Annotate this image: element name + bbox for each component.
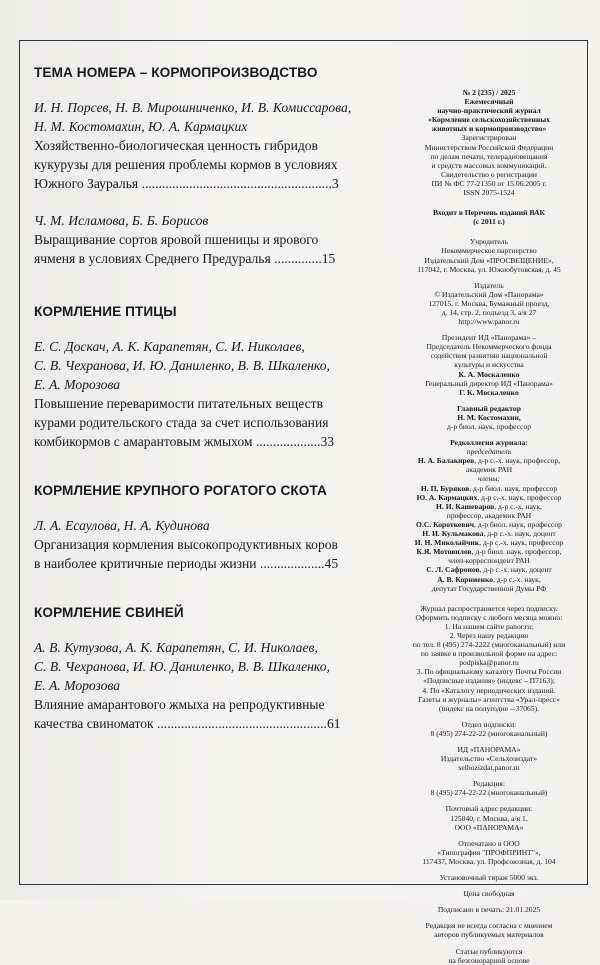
entry-title: кукурузы для решения проблемы кормов в условиях <box>34 157 338 172</box>
section-title: КОРМЛЕНИЕ КРУПНОГО РОГАТОГО СКОТА <box>34 483 327 498</box>
president: культуры и искусства <box>454 360 524 370</box>
chief-editor-label: Главный редактор <box>457 403 521 413</box>
board-member-degree: , д-р биол. наук, профессор <box>469 483 558 493</box>
disclaimer: авторов публикуемых материалов <box>434 930 544 940</box>
publisher: © Издательский Дом «Панорама» <box>434 289 544 299</box>
disclaimer: на безгонорарной основе <box>448 955 530 965</box>
president: Президент ИД «Панорама» – <box>441 333 537 343</box>
toc-entry[interactable] <box>34 337 389 451</box>
subscription-dept: 8 (495) 274-22-22 (многоканальный) <box>430 728 548 738</box>
editorial: 8 (495) 274-22-22 (многоканальный) <box>430 788 548 798</box>
subscription: Журнал распространяется через подписку. <box>420 603 558 613</box>
founder-label: Учредитель <box>469 237 509 247</box>
toc-entry[interactable] <box>34 638 389 733</box>
general-director-name: Г. К. Москаленко <box>459 387 519 397</box>
founder: Некоммерческое партнерство <box>441 246 537 256</box>
board-member-name: С. Л. Сафронов <box>426 565 480 575</box>
entry-authors: С. В. Чехранова, И. Ю. Даниленко, В. В. Шкаленко, <box>34 659 330 674</box>
members-label: члены: <box>478 474 500 484</box>
board-member-name: Н. И. Кульмакова <box>422 529 484 539</box>
registration: Зарегистрирован <box>461 133 517 143</box>
imprint-column <box>399 88 579 965</box>
journal-name: животных и кормопроизводство» <box>431 124 547 134</box>
entry-title: Повышение переваримости питательных веществ <box>34 396 324 411</box>
entry-authors: Н. М. Костомахин, Ю. А. Кармацких <box>34 119 248 134</box>
subscription: 4. По «Каталогу периодических изданий. <box>422 685 556 695</box>
entry-title: в наиболее критичные периоды жизни ...................45 <box>34 556 339 571</box>
board-member-degree: , д-р с.-х. наук, <box>494 501 542 511</box>
board-member <box>399 556 579 565</box>
journal-name: «Кормление сельскохозяйственных <box>428 115 550 125</box>
periodicity: Ежемесячный <box>464 97 514 107</box>
board-member <box>399 520 579 529</box>
entry-authors: И. Н. Порсев, Н. В. Мирошниченко, И. В. Комиссарова, <box>34 100 352 115</box>
subscription-dept: Отдел подписки: <box>461 719 517 729</box>
subscription-email: podpiska@panor.ru <box>459 658 519 668</box>
entry-authors: А. В. Кутузова, А. К. Карапетян, С. И. Николаев, <box>34 640 318 655</box>
printer: Отпечатано в ООО <box>458 838 520 848</box>
board-member-degree: профессор, академик РАН <box>446 510 532 520</box>
print-run: Установочный тираж 5000 экз. <box>439 873 539 883</box>
chair-name: Н. А. Балакирев <box>417 456 475 466</box>
chair-degree: академик РАН <box>465 465 513 475</box>
publisher-label: Издатель <box>474 280 504 290</box>
entry-title: качества свиноматок ..................................................61 <box>34 716 341 731</box>
board-member-degree: член-корреспондент РАН <box>448 556 530 566</box>
founder: 117042, г. Москва, ул. Южнобутовская, д. 45 <box>417 264 561 274</box>
board-member-name: О.С. Короткевич <box>416 519 475 529</box>
subscription: Газеты и журналы» агентства «Урал-пресс» <box>418 694 560 704</box>
board-member-degree: , д-р с.-х. наук, доцент <box>483 529 556 539</box>
registration: и средств массовых коммуникаций. <box>431 160 547 170</box>
toc-section <box>34 304 389 451</box>
entry-title: Хозяйственно-биологическая ценность гибридов <box>34 138 318 153</box>
board-member-degree: , д-р с.-х. наук, профессор <box>477 492 562 502</box>
subscription: 1. На нашем сайте panor.ru; <box>444 621 534 631</box>
registration: ПИ № ФС 77-21350 от 15.06.2005 г. <box>431 178 547 188</box>
subscription: по заявке в произвольной форме на адрес: <box>420 649 558 659</box>
board-member-degree: , д-р биол. наук, профессор <box>474 519 562 529</box>
entry-title: Южного Зауралья ........................................................3 <box>34 176 339 191</box>
board-member <box>399 547 579 556</box>
board-member <box>399 493 579 502</box>
vak-note: (с 2011 г.) <box>473 217 505 227</box>
editorial: Редакция: <box>472 779 506 789</box>
board-member-degree: , д-р с.-х. наук, доцент <box>479 565 552 575</box>
subscription: Оформить подписку с любого месяца можно: <box>415 612 563 622</box>
entry-title: комбикормов с амарантовым жмыхом ...................33 <box>34 434 335 449</box>
entry-authors: Л. А. Есаулова, Н. А. Кудинова <box>34 518 210 533</box>
publisher-url: http://www.panor.ru <box>458 317 520 327</box>
subscription: «Подписные издания» (индекс – П7163); <box>423 676 555 686</box>
entry-authors: Ч. М. Исламова, Б. Б. Борисов <box>34 213 209 228</box>
chief-editor-name: Н. М. Костомахин, <box>457 412 521 422</box>
publisher: 127015, г. Москва, Бумажный проезд, <box>428 298 550 308</box>
korinenko-degree: , д-р с.-х. наук, <box>493 574 541 584</box>
korinenko-name: А. В. Корниенко <box>437 574 494 584</box>
toc-entry[interactable] <box>34 516 389 573</box>
id-panorama: ИД «ПАНОРАМА» <box>457 745 521 754</box>
subscription: по тел. 8 (495) 274-2222 (многоканальный) или <box>412 640 566 650</box>
korinenko-line <box>399 575 579 584</box>
issue-number: № 2 (235) / 2025 <box>462 88 516 97</box>
board-member <box>399 529 579 538</box>
table-of-contents <box>34 65 389 733</box>
chair-label: председатель <box>466 447 512 457</box>
toc-section <box>34 483 389 573</box>
board-member-name: Н. И. Кашеваров <box>436 501 495 511</box>
board-member <box>399 502 579 511</box>
journal-type: научно-практический журнал <box>437 106 541 116</box>
president: Председатель Некоммерческого фонда <box>426 342 552 352</box>
section-title: КОРМЛЕНИЕ СВИНЕЙ <box>34 605 184 620</box>
printer: «Типография "ПРОФПРИНТ"», <box>437 847 541 857</box>
subscription: 2. Через нашу редакцию <box>449 630 529 640</box>
postal-address: 125040, г. Москва, а/я 1, <box>450 813 528 823</box>
entry-authors: Е. А. Морозова <box>34 377 121 392</box>
disclaimer: Редакция не всегда согласна с мнением <box>425 921 553 931</box>
registration: Министерством Российской Федерации <box>424 142 554 152</box>
issn: ISSN 2075-1524 <box>463 188 515 198</box>
entry-authors: С. В. Чехранова, И. Ю. Даниленко, В. В. Шкаленко, <box>34 358 330 373</box>
korinenko-degree: депутат Государственной Думы РФ <box>431 583 547 593</box>
general-director: Генеральный директор ИД «Панорама» <box>425 378 553 388</box>
registration: Свидетельство о регистрации <box>441 169 537 179</box>
price: Цена свободная <box>463 889 515 899</box>
founder: Издательский Дом «ПРОСВЕЩЕНИЕ», <box>424 255 554 265</box>
publisher: д. 14, стр. 2, подъезд 3, а/я 27 <box>441 307 537 317</box>
chair-line <box>399 456 579 465</box>
entry-title: ячменя в условиях Среднего Предуралья ..............15 <box>34 251 336 266</box>
board-member-name: Н. П. Буряков <box>420 483 470 493</box>
entry-title: Выращивание сортов яровой пшеницы и ярового <box>34 232 319 247</box>
disclaimer: Статьи публикуются <box>455 946 523 956</box>
subscription: 3. По официальному каталогу Почты России <box>416 667 562 677</box>
entry-title: Влияние амарантового жмыха на репродуктивные <box>34 697 325 712</box>
board-member <box>399 511 579 520</box>
entry-authors: Е. С. Доскач, А. К. Карапетян, С. И. Николаев, <box>34 339 305 354</box>
postal-address: Почтовый адрес редакции: <box>445 804 533 814</box>
board-member-degree: , д-р биол. наук, профессор, <box>471 547 562 557</box>
toc-section <box>34 605 389 733</box>
board-member <box>399 538 579 547</box>
board-member-degree: , д-р с.-х. наук, профессор <box>479 538 564 548</box>
chief-editor-degree: д-р биол. наук, профессор <box>446 422 532 431</box>
section-title: КОРМЛЕНИЕ ПТИЦЫ <box>34 304 177 319</box>
board-member-name: К.Я. Мотовилов <box>416 547 472 557</box>
toc-entry[interactable] <box>34 98 389 193</box>
board-member <box>399 484 579 493</box>
board-label: Редколлегия журнала: <box>450 438 528 448</box>
vak-note: Входит в Перечень изданий ВАК <box>432 208 546 218</box>
entry-authors: Е. А. Морозова <box>34 678 121 693</box>
id-panorama: Издательство «Сельхозиздат» <box>440 754 538 764</box>
chair-degree: , д-р с.-х. наук, профессор, <box>474 456 561 466</box>
board-member-name: И. Н. Миколайчик <box>414 538 480 548</box>
printer: 117437, Москва, ул. Профсоюзная, д. 104 <box>422 856 556 866</box>
board-members <box>399 484 579 575</box>
entry-title: курами родительского стада за счет использования <box>34 415 329 430</box>
board-member-name: Ю. А. Кармацких <box>416 492 478 502</box>
toc-entry[interactable] <box>34 211 389 268</box>
board-member <box>399 565 579 574</box>
signed-to-print: Подписано в печать: 21.01.2025 <box>437 905 541 915</box>
id-panorama-url: selhozizdat.panor.ru <box>458 763 520 773</box>
president: содействия развитию национальной <box>430 351 548 361</box>
registration: по делам печати, телерадиовещания <box>430 151 548 161</box>
toc-section <box>34 65 389 268</box>
postal-address: ООО «ПАНОРАМА» <box>454 822 524 832</box>
president-name: К. А. Москаленко <box>458 369 520 379</box>
entry-title: Организация кормления высокопродуктивных коров <box>34 537 338 552</box>
subscription: (индекс на полугодие – 37065). <box>438 703 540 713</box>
section-title: ТЕМА НОМЕРА – КОРМОПРОИЗВОДСТВО <box>34 65 318 80</box>
